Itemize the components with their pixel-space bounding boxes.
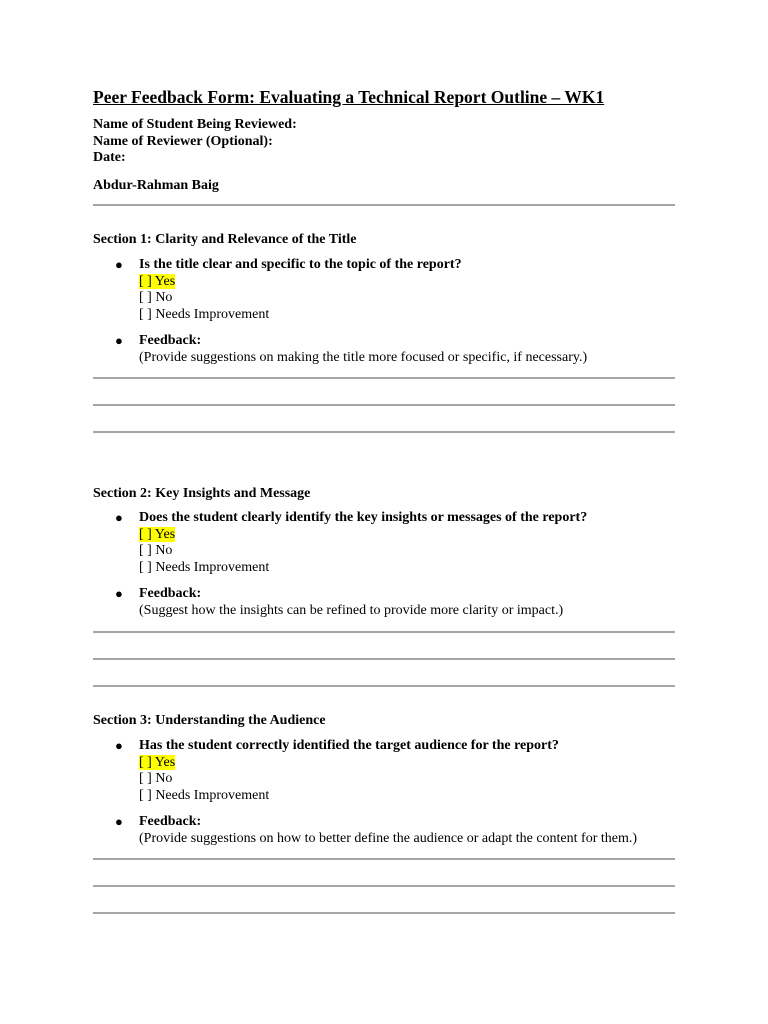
bullet-icon: ● bbox=[115, 510, 123, 525]
section-1-feedback-label: Feedback: bbox=[139, 333, 202, 348]
section-1-answer-line-3 bbox=[93, 431, 675, 433]
section-1-question: Is the title clear and specific to the topic of the report? bbox=[139, 257, 462, 272]
section-2-option-yes: [ ] Yes bbox=[139, 526, 176, 542]
form-fields bbox=[93, 117, 297, 167]
section-2-answer-line-3 bbox=[93, 685, 675, 687]
section-3-feedback-hint: (Provide suggestions on how to better define the audience or adapt the content for them.) bbox=[139, 830, 638, 846]
student-name-label: Name of Student Being Reviewed: bbox=[93, 117, 297, 132]
section-3-option-yes: [ ] Yes bbox=[139, 754, 176, 770]
section-2-answer-line-2 bbox=[93, 658, 675, 660]
form-title: Peer Feedback Form: Evaluating a Technical Report Outline – WK1 bbox=[93, 87, 605, 107]
section-2-feedback-label: Feedback: bbox=[139, 586, 202, 601]
bullet-icon: ● bbox=[115, 333, 123, 348]
bullet-icon: ● bbox=[115, 738, 123, 753]
student-name: Abdur-Rahman Baig bbox=[93, 178, 219, 193]
section-1-heading: Section 1: Clarity and Relevance of the Title bbox=[93, 232, 357, 247]
section-2-feedback-hint: (Suggest how the insights can be refined to provide more clarity or impact.) bbox=[139, 602, 564, 618]
section-1-option-yes: [ ] Yes bbox=[139, 273, 176, 289]
section-3-heading: Section 3: Understanding the Audience bbox=[93, 713, 326, 728]
section-2-option-no: [ ] No bbox=[139, 543, 173, 559]
section-1-feedback-hint: (Provide suggestions on making the title more focused or specific, if necessary.) bbox=[139, 349, 588, 365]
section-3-answer-line-1 bbox=[93, 858, 675, 860]
section-3-question: Has the student correctly identified the target audience for the report? bbox=[139, 738, 559, 753]
section-2-question: Does the student clearly identify the key insights or messages of the report? bbox=[139, 510, 588, 525]
section-1-answer-line-2 bbox=[93, 404, 675, 406]
section-3-feedback-label: Feedback: bbox=[139, 814, 202, 829]
bullet-icon: ● bbox=[115, 257, 123, 272]
section-3-option-needs-improvement: [ ] Needs Improvement bbox=[139, 787, 270, 803]
bullet-icon: ● bbox=[115, 586, 123, 601]
bullet-icon: ● bbox=[115, 814, 123, 829]
section-3-answer-line-2 bbox=[93, 885, 675, 887]
section-1-option-needs-improvement: [ ] Needs Improvement bbox=[139, 306, 270, 322]
section-2-answer-line-1 bbox=[93, 631, 675, 633]
section-2-option-needs-improvement: [ ] Needs Improvement bbox=[139, 559, 270, 575]
section-1-option-no: [ ] No bbox=[139, 290, 173, 306]
section-3-answer-line-3 bbox=[93, 912, 675, 914]
section-1-answer-line-1 bbox=[93, 377, 675, 379]
section-3-option-no: [ ] No bbox=[139, 771, 173, 787]
divider bbox=[93, 204, 675, 206]
reviewer-name-label: Name of Reviewer (Optional): bbox=[93, 133, 273, 149]
date-label: Date: bbox=[93, 150, 126, 165]
section-2-heading: Section 2: Key Insights and Message bbox=[93, 486, 311, 501]
